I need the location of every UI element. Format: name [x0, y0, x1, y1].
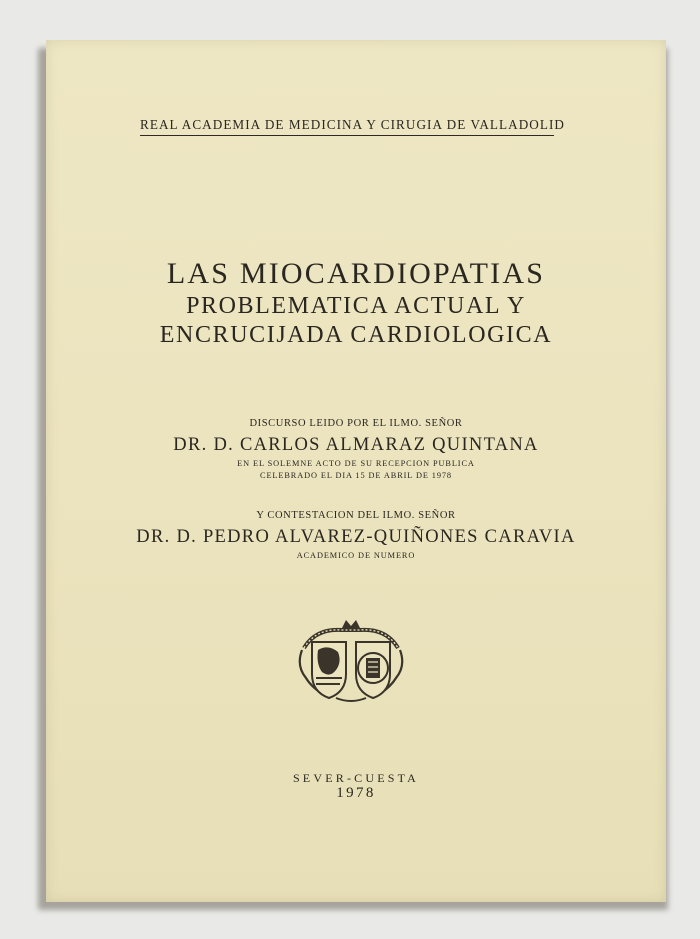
title-line-1: LAS MIOCARDIOPATIAS — [166, 257, 546, 290]
title-line-3: ENCRUCIJADA CARDIOLOGICA — [159, 322, 553, 348]
discourse-author: DR. D. CARLOS ALMARAZ QUINTANA — [173, 435, 539, 455]
reply-role: ACADEMICO DE NUMERO — [296, 551, 416, 560]
academy-coat-of-arms-icon — [296, 618, 406, 704]
discourse-detail-1: EN EL SOLEMNE ACTO DE SU RECEPCION PUBLICA — [237, 459, 475, 468]
book-cover — [46, 40, 666, 902]
book-title — [46, 256, 666, 350]
discourse-detail-2: CELEBRADO EL DIA 15 DE ABRIL DE 1978 — [260, 471, 452, 480]
publisher: SEVER-CUESTA — [292, 771, 420, 785]
academy-header: REAL ACADEMIA DE MEDICINA Y CIRUGIA DE VALLADOLID — [140, 117, 554, 136]
discourse-intro: DISCURSO LEIDO POR EL ILMO. SEÑOR — [249, 418, 463, 429]
reply-intro: Y CONTESTACION DEL ILMO. SEÑOR — [256, 510, 456, 521]
title-line-2: PROBLEMATICA ACTUAL Y — [186, 293, 526, 319]
publication-year: 1978 — [336, 785, 376, 801]
reply-author: DR. D. PEDRO ALVAREZ-QUIÑONES CARAVIA — [136, 527, 576, 547]
